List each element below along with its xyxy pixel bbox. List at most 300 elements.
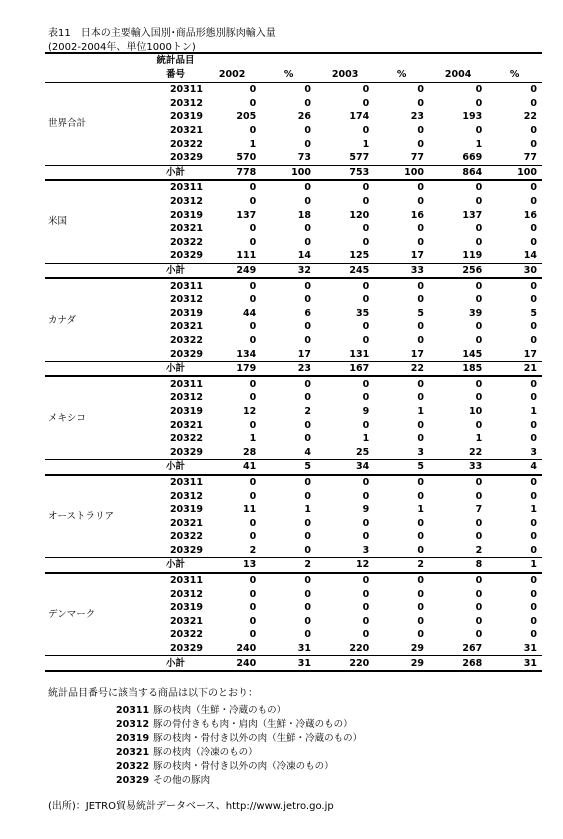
value-cell: 77: [523, 152, 537, 164]
table-title: 表11 日本の主要輸入国別･商品形態別豚肉輸入量: [48, 28, 276, 39]
value-cell: 0: [487, 376, 542, 391]
subtotal-value: 245: [316, 263, 374, 278]
value-cell: 220: [349, 643, 370, 655]
value-cell: 0: [304, 629, 311, 641]
value-cell: 0: [530, 294, 537, 306]
value-cell: 0: [530, 588, 537, 600]
value-cell: 9: [362, 405, 370, 417]
table-row: [45, 475, 542, 490]
value-cell: 0: [362, 236, 370, 248]
col-header: 2004: [444, 69, 472, 80]
value-cell: 131: [349, 348, 370, 360]
value-cell: 0: [261, 376, 316, 391]
value-cell: 0: [417, 294, 424, 306]
value-cell: 9: [362, 504, 370, 516]
value-cell: 125: [349, 250, 370, 262]
note-text: 豚の枝肉（生鮮・冷蔵のもの）: [153, 705, 287, 716]
value-cell: 0: [249, 602, 257, 614]
subtotal-value: 13: [203, 558, 261, 573]
value-cell: 0: [316, 475, 374, 490]
value-cell: 0: [362, 84, 370, 96]
value-cell: 31: [523, 643, 537, 655]
value-cell: 3: [417, 446, 424, 458]
value-cell: 0: [530, 531, 537, 543]
value-cell: 0: [316, 376, 374, 391]
note-code: 20319: [116, 733, 150, 744]
table-row: [45, 83, 542, 97]
value-cell: 193: [462, 111, 483, 123]
value-cell: 2: [304, 405, 311, 417]
value-cell: 1: [417, 504, 424, 516]
value-cell: 0: [429, 376, 487, 391]
subtotal-label: 小計: [148, 460, 203, 475]
subtotal-value: 249: [203, 263, 261, 278]
table-row: [45, 180, 542, 195]
value-cell: 0: [417, 490, 424, 502]
table-row: [45, 376, 542, 391]
value-cell: 1: [249, 138, 257, 150]
value-cell: 0: [429, 278, 487, 293]
subtotal-value: 33: [374, 263, 429, 278]
value-cell: 1: [475, 433, 483, 445]
subtotal-value: 864: [429, 165, 487, 180]
code-header-line2: 番号: [165, 69, 185, 80]
value-cell: 12: [243, 405, 257, 417]
value-cell: 0: [475, 294, 483, 306]
value-cell: 0: [304, 419, 311, 431]
note-text: その他の豚肉: [153, 775, 211, 786]
subtotal-value: 21: [487, 361, 542, 376]
value-cell: 0: [316, 278, 374, 293]
code-header-line1: 統計品目: [156, 55, 195, 66]
subtotal-value: 41: [203, 460, 261, 475]
value-cell: 0: [304, 321, 311, 333]
note-item: [116, 744, 258, 758]
subtotal-value: 268: [429, 656, 487, 671]
item-code: 20322: [169, 433, 203, 445]
value-cell: 0: [261, 573, 316, 588]
item-code: 20312: [169, 294, 203, 306]
value-cell: 0: [362, 392, 370, 404]
item-code: 20319: [169, 209, 203, 221]
value-cell: 0: [249, 236, 257, 248]
value-cell: 0: [475, 588, 483, 600]
value-cell: 0: [417, 321, 424, 333]
value-cell: 0: [249, 490, 257, 502]
subtotal-label: 小計: [148, 263, 203, 278]
item-code: 20311: [148, 180, 203, 195]
subtotal-value: 2: [374, 558, 429, 573]
value-cell: 0: [261, 180, 316, 195]
value-cell: 0: [530, 602, 537, 614]
value-cell: 14: [523, 250, 537, 262]
item-code: 20311: [148, 278, 203, 293]
value-cell: 0: [249, 223, 257, 235]
col-header: 2003: [331, 69, 359, 80]
value-cell: 0: [475, 531, 483, 543]
value-cell: 77: [410, 152, 424, 164]
subtotal-label: 小計: [148, 656, 203, 671]
value-cell: 0: [304, 236, 311, 248]
value-cell: 134: [236, 348, 257, 360]
value-cell: 0: [487, 475, 542, 490]
item-code: 20319: [169, 307, 203, 319]
col-header: %: [283, 69, 294, 80]
value-cell: 0: [374, 180, 429, 195]
value-cell: 0: [475, 419, 483, 431]
item-code: 20329: [169, 643, 203, 655]
value-cell: 0: [316, 180, 374, 195]
subtotal-value: 220: [316, 656, 374, 671]
value-cell: 0: [429, 180, 487, 195]
value-cell: 0: [249, 196, 257, 208]
value-cell: 0: [304, 125, 311, 137]
value-cell: 23: [410, 111, 424, 123]
value-cell: 0: [249, 334, 257, 346]
value-cell: 0: [304, 196, 311, 208]
item-code: 20322: [169, 531, 203, 543]
note-code: 20329: [116, 775, 150, 786]
note-code: 20312: [116, 719, 150, 730]
table-row: [45, 278, 542, 293]
value-cell: 0: [203, 180, 261, 195]
import-table: [45, 52, 542, 672]
item-code: 20321: [169, 125, 203, 137]
subtotal-value: 8: [429, 558, 487, 573]
value-cell: 0: [530, 138, 537, 150]
value-cell: 0: [530, 517, 537, 529]
region-label: メキシコ: [45, 376, 148, 459]
value-cell: 145: [462, 348, 483, 360]
value-cell: 0: [475, 629, 483, 641]
value-cell: 267: [462, 643, 483, 655]
value-cell: 0: [304, 517, 311, 529]
value-cell: 0: [362, 517, 370, 529]
region-label: 世界合計: [48, 118, 87, 130]
value-cell: 0: [530, 125, 537, 137]
subtotal-value: 778: [203, 165, 261, 180]
subtotal-value: 167: [316, 361, 374, 376]
value-cell: 2: [475, 544, 483, 556]
subtotal-value: 34: [316, 460, 374, 475]
subtotal-value: 4: [487, 460, 542, 475]
value-cell: 0: [362, 97, 370, 109]
notes-heading: 統計品目番号に該当する商品は以下のとおり：: [48, 688, 258, 699]
value-cell: 1: [362, 138, 370, 150]
region-label: 米国: [45, 180, 148, 263]
value-cell: 137: [462, 209, 483, 221]
value-cell: 0: [304, 433, 311, 445]
value-cell: 0: [530, 321, 537, 333]
value-cell: 14: [297, 250, 311, 262]
region-label: カナダ: [45, 278, 148, 361]
value-cell: 577: [349, 152, 370, 164]
value-cell: 0: [475, 615, 483, 627]
value-cell: 0: [417, 419, 424, 431]
value-cell: 0: [417, 615, 424, 627]
value-cell: 31: [297, 643, 311, 655]
note-code: 20311: [116, 705, 150, 716]
value-cell: 0: [530, 97, 537, 109]
value-cell: 3: [362, 544, 370, 556]
item-code: 20319: [169, 405, 203, 417]
value-cell: 18: [297, 209, 311, 221]
value-cell: 0: [203, 475, 261, 490]
value-cell: 0: [304, 490, 311, 502]
value-cell: 0: [304, 84, 311, 96]
value-cell: 0: [417, 544, 424, 556]
note-text: 豚の枝肉・骨付き以外の肉（冷凍のもの）: [153, 761, 334, 772]
subtotal-value: 179: [203, 361, 261, 376]
value-cell: 0: [304, 588, 311, 600]
note-text: 豚の枝肉（冷凍のもの）: [153, 747, 258, 758]
value-cell: 0: [475, 84, 483, 96]
value-cell: 0: [316, 573, 374, 588]
subtotal-row: [45, 558, 542, 573]
value-cell: 29: [410, 643, 424, 655]
value-cell: 1: [417, 405, 424, 417]
subtotal-value: 23: [261, 361, 316, 376]
value-cell: 0: [362, 294, 370, 306]
value-cell: 0: [417, 334, 424, 346]
value-cell: 17: [297, 348, 311, 360]
value-cell: 0: [362, 125, 370, 137]
item-code: 20312: [169, 490, 203, 502]
item-code: 20322: [169, 629, 203, 641]
value-cell: 0: [304, 602, 311, 614]
item-code: 20312: [169, 196, 203, 208]
value-cell: 16: [410, 209, 424, 221]
value-cell: 0: [475, 125, 483, 137]
item-code: 20311: [148, 573, 203, 588]
value-cell: 2: [249, 544, 257, 556]
value-cell: 0: [475, 602, 483, 614]
value-cell: 35: [356, 307, 370, 319]
value-cell: 0: [475, 97, 483, 109]
value-cell: 120: [349, 209, 370, 221]
value-cell: 0: [304, 294, 311, 306]
value-cell: 0: [261, 475, 316, 490]
value-cell: 0: [249, 294, 257, 306]
value-cell: 1: [530, 504, 537, 516]
value-cell: 0: [362, 223, 370, 235]
value-cell: 17: [410, 348, 424, 360]
value-cell: 0: [417, 588, 424, 600]
value-cell: 0: [475, 490, 483, 502]
subtotal-label: 小計: [148, 165, 203, 180]
value-cell: 39: [469, 307, 483, 319]
value-cell: 0: [249, 125, 257, 137]
value-cell: 25: [356, 446, 370, 458]
subtotal-value: 31: [487, 656, 542, 671]
value-cell: 0: [475, 321, 483, 333]
value-cell: 0: [362, 419, 370, 431]
value-cell: 17: [410, 250, 424, 262]
subtotal-row: [45, 263, 542, 278]
subtotal-value: 30: [487, 263, 542, 278]
value-cell: 0: [417, 223, 424, 235]
value-cell: 0: [475, 223, 483, 235]
table-row: [45, 573, 542, 588]
value-cell: 0: [429, 573, 487, 588]
subtotal-value: 256: [429, 263, 487, 278]
value-cell: 0: [417, 236, 424, 248]
value-cell: 4: [304, 446, 311, 458]
subtotal-value: 2: [261, 558, 316, 573]
subtotal-value: 5: [374, 460, 429, 475]
item-code: 20311: [148, 376, 203, 391]
subtotal-row: [45, 361, 542, 376]
value-cell: 6: [304, 307, 311, 319]
value-cell: 0: [362, 629, 370, 641]
item-code: 20311: [148, 475, 203, 490]
value-cell: 0: [417, 125, 424, 137]
table-body: [45, 83, 542, 671]
value-cell: 0: [362, 196, 370, 208]
value-cell: 5: [417, 307, 424, 319]
subtotal-label: 小計: [148, 558, 203, 573]
subtotal-value: 100: [374, 165, 429, 180]
value-cell: 0: [417, 433, 424, 445]
item-code: 20319: [169, 602, 203, 614]
subtotal-value: 100: [261, 165, 316, 180]
value-cell: 205: [236, 111, 257, 123]
value-cell: 0: [249, 629, 257, 641]
note-item: [116, 772, 210, 786]
value-cell: 22: [523, 111, 537, 123]
subtotal-value: 100: [487, 165, 542, 180]
value-cell: 0: [304, 392, 311, 404]
value-cell: 0: [362, 321, 370, 333]
value-cell: 0: [249, 392, 257, 404]
value-cell: 111: [236, 250, 257, 262]
value-cell: 0: [417, 84, 424, 96]
subtotal-value: 32: [261, 263, 316, 278]
value-cell: 1: [362, 433, 370, 445]
col-header: %: [396, 69, 407, 80]
item-code: 20312: [169, 97, 203, 109]
value-cell: 0: [304, 334, 311, 346]
value-cell: 17: [523, 348, 537, 360]
item-code: 20312: [169, 392, 203, 404]
value-cell: 0: [429, 475, 487, 490]
value-cell: 0: [530, 236, 537, 248]
item-code: 20329: [169, 250, 203, 262]
value-cell: 0: [304, 97, 311, 109]
table-subtitle: (2002-2004年、単位1000トン): [48, 42, 196, 53]
value-cell: 1: [249, 433, 257, 445]
value-cell: 0: [249, 97, 257, 109]
item-code: 20322: [169, 334, 203, 346]
value-cell: 0: [530, 544, 537, 556]
value-cell: 0: [249, 321, 257, 333]
value-cell: 240: [236, 643, 257, 655]
value-cell: 0: [417, 531, 424, 543]
subtotal-row: [45, 165, 542, 180]
item-code: 20321: [169, 419, 203, 431]
item-code: 20312: [169, 588, 203, 600]
value-cell: 0: [261, 278, 316, 293]
value-cell: 0: [530, 433, 537, 445]
value-cell: 0: [304, 531, 311, 543]
value-cell: 0: [475, 517, 483, 529]
item-code: 20321: [169, 321, 203, 333]
value-cell: 26: [297, 111, 311, 123]
value-cell: 0: [374, 278, 429, 293]
value-cell: 0: [203, 376, 261, 391]
value-cell: 1: [304, 504, 311, 516]
value-cell: 570: [236, 152, 257, 164]
item-code: 20329: [169, 348, 203, 360]
value-cell: 44: [243, 307, 257, 319]
value-cell: 0: [475, 196, 483, 208]
value-cell: 0: [362, 334, 370, 346]
subtotal-row: [45, 460, 542, 475]
value-cell: 0: [249, 588, 257, 600]
item-code: 20311: [169, 84, 203, 96]
item-code: 20329: [169, 152, 203, 164]
value-cell: 0: [530, 84, 537, 96]
notes-section: [48, 684, 258, 702]
col-header: 2002: [218, 69, 246, 80]
value-cell: 0: [362, 490, 370, 502]
value-cell: 0: [362, 531, 370, 543]
note-item: [116, 702, 286, 716]
value-cell: 0: [530, 629, 537, 641]
subtotal-value: 12: [316, 558, 374, 573]
value-cell: 669: [462, 152, 483, 164]
value-cell: 137: [236, 209, 257, 221]
value-cell: 0: [530, 223, 537, 235]
subtotal-value: 31: [261, 656, 316, 671]
value-cell: 1: [530, 405, 537, 417]
subtotal-value: 1: [487, 558, 542, 573]
value-cell: 0: [362, 602, 370, 614]
note-item: [116, 730, 362, 744]
value-cell: 0: [530, 490, 537, 502]
subtotal-value: 185: [429, 361, 487, 376]
value-cell: 0: [417, 602, 424, 614]
value-cell: 0: [530, 615, 537, 627]
value-cell: 0: [362, 615, 370, 627]
value-cell: 0: [417, 196, 424, 208]
note-item: [116, 758, 334, 772]
note-code: 20322: [116, 761, 150, 772]
value-cell: 16: [523, 209, 537, 221]
value-cell: 0: [475, 236, 483, 248]
value-cell: 11: [243, 504, 257, 516]
value-cell: 22: [469, 446, 483, 458]
value-cell: 73: [297, 152, 311, 164]
value-cell: 0: [530, 392, 537, 404]
item-code: 20321: [169, 223, 203, 235]
value-cell: 0: [475, 392, 483, 404]
value-cell: 0: [530, 196, 537, 208]
item-code: 20322: [169, 138, 203, 150]
item-code: 20319: [169, 111, 203, 123]
item-code: 20329: [169, 446, 203, 458]
value-cell: 0: [475, 334, 483, 346]
item-code: 20319: [169, 504, 203, 516]
value-cell: 0: [417, 138, 424, 150]
note-text: 豚の骨付きもも肉・肩肉（生鮮・冷蔵のもの）: [153, 719, 353, 730]
value-cell: 1: [475, 138, 483, 150]
subtotal-value: 33: [429, 460, 487, 475]
subtotal-label: 小計: [148, 361, 203, 376]
value-cell: 5: [530, 307, 537, 319]
value-cell: 0: [530, 419, 537, 431]
value-cell: 0: [362, 588, 370, 600]
